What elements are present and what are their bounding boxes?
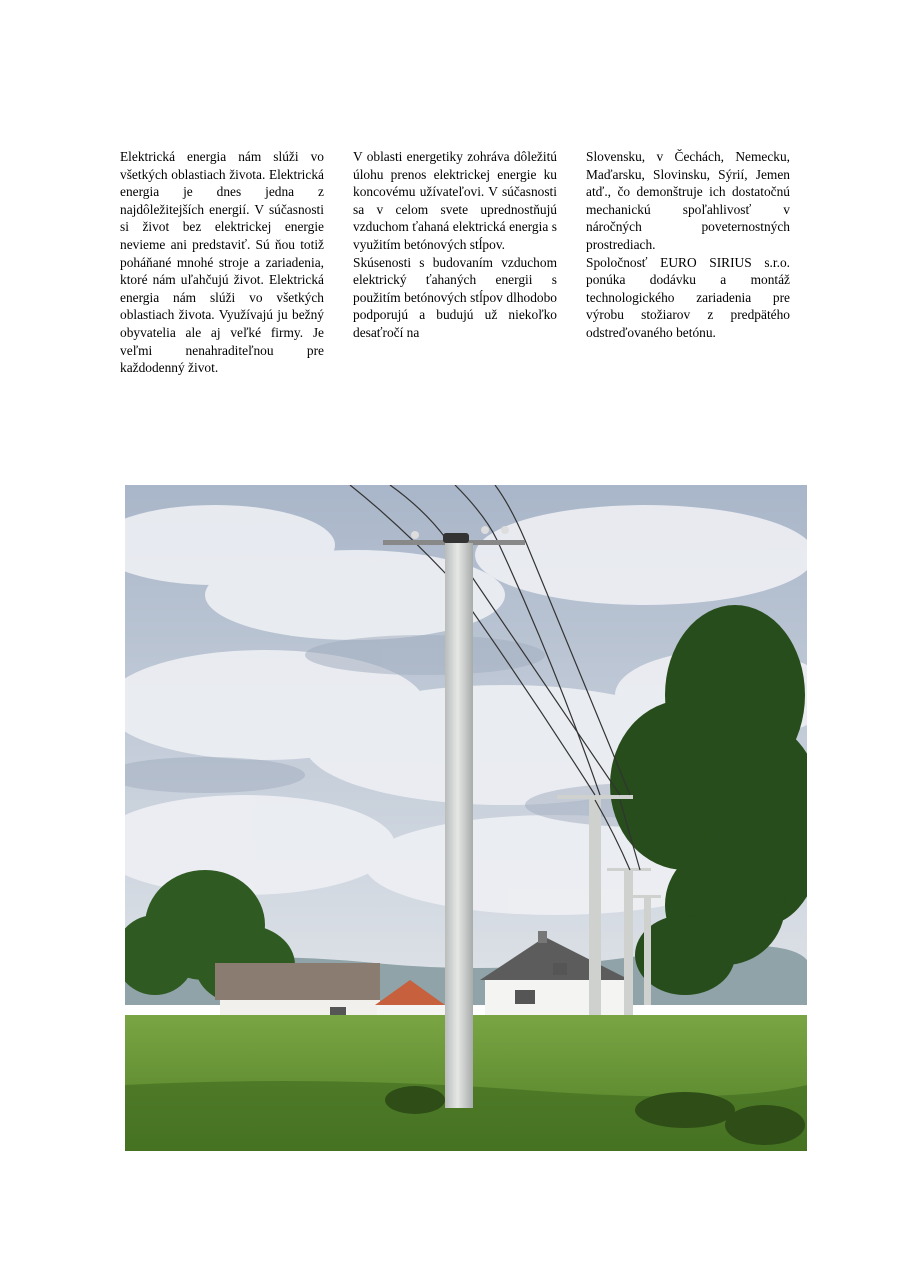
column-3-paragraph-1: Slovensku, v Čechách, Nemecku, Maďarsku, Slovinsku, Sýrií, Jemen atď., čo demonštruje ich dostatočnú mechanickú spoľahlivosť v náročných poveternostných prostrediach. bbox=[586, 149, 790, 252]
power-line-photo bbox=[125, 485, 807, 1151]
column-1-paragraph-1: Elektrická energia nám slúži vo všetkých oblastiach života. Elektrická energia je dnes jedna z najdôležitejších energií. V súčasnosti si život bez elektrickej energie nevieme ani predstaviť. Sú ňou totiž poháňané mnohé stroje a zariadenia, ktoré nám uľahčujú život. Elektrická energia nám slúži vo všetkých oblastiach života. Využívajú ju bežný obyvatelia ale aj veľké firmy. Je veľmi nenahraditeľnou pre každodenný život. bbox=[120, 149, 324, 376]
text-column-1 bbox=[120, 148, 324, 377]
text-columns bbox=[120, 148, 790, 377]
text-column-3 bbox=[586, 148, 790, 377]
column-2-paragraph-1: V oblasti energetiky zohráva dôležitú úlohu prenos elektrickej energie ku koncovému užívateľovi. V súčasnosti sa v celom svete uprednostňujú vzduchom ťahaná elektrická energia s využitím betónových stĺpov. bbox=[353, 149, 557, 252]
column-2-paragraph-2: Skúsenosti s budovaním vzduchom elektrický ťahaných energii s použitím betónových stĺpov dlhodobo podporujú a budujú už niekoľko desaťročí na bbox=[353, 254, 557, 340]
column-3-paragraph-2: Spoločnosť EURO SIRIUS s.r.o. ponúka dodávku a montáž technologického zariadenia pre výrobu stožiarov z predpätého odstreďovaného betónu. bbox=[586, 254, 790, 340]
text-column-2 bbox=[353, 148, 557, 377]
